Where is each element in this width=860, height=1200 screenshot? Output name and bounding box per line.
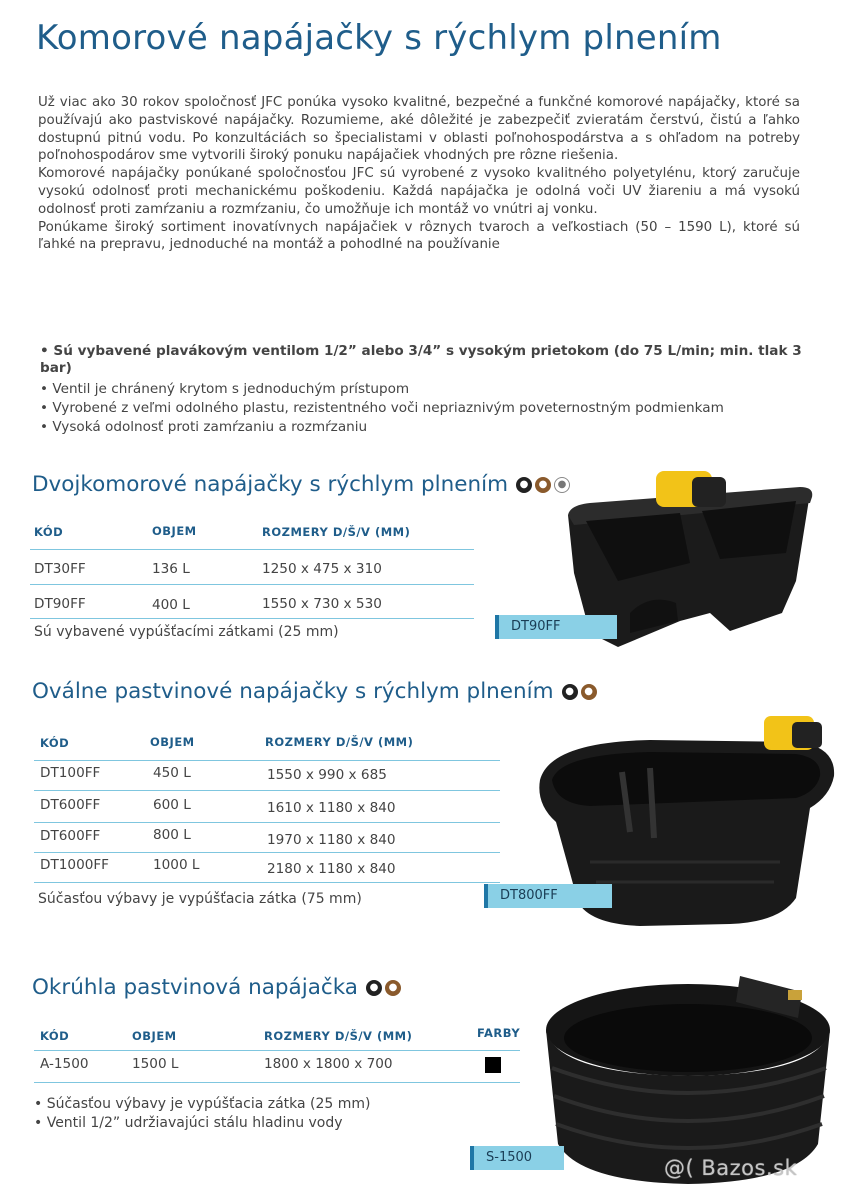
section-title-text: Oválne pastvinové napájačky s rýchlym plnením [32, 679, 554, 704]
column-header-code: KÓD [34, 525, 64, 539]
horse-icon: ● [581, 684, 597, 700]
column-header-dimensions: ROZMERY D/Š/V (MM) [262, 525, 411, 539]
table-cell-dimensions: 1800 x 1800 x 700 [264, 1056, 393, 1072]
table-cell-volume: 600 L [153, 797, 191, 813]
table-cell-code: DT600FF [40, 797, 101, 813]
table-divider [34, 822, 500, 823]
table-cell-volume: 450 L [153, 765, 191, 781]
product-tag-dt90ff [495, 615, 617, 639]
table-divider [34, 1050, 520, 1051]
table-cell-code: DT90FF [34, 596, 86, 612]
column-header-volume: OBJEM [132, 1029, 177, 1043]
product-tag-label: DT800FF [500, 888, 558, 903]
column-header-dimensions: ROZMERY D/Š/V (MM) [265, 735, 414, 749]
section-title-text: Okrúhla pastvinová napájačka [32, 975, 358, 1000]
column-header-volume: OBJEM [152, 524, 197, 538]
table-cell-dimensions: 1250 x 475 x 310 [262, 561, 382, 577]
table-cell-dimensions: 1970 x 1180 x 840 [267, 832, 396, 848]
color-swatch-black [485, 1057, 501, 1073]
product-tag-dt800ff [484, 884, 612, 908]
intro-paragraph: Už viac ako 30 rokov spoločnosť JFC ponúka vysoko kvalitné, bezpečné a funkčné komorové napájačky, ktoré sa používajú ako pastviskové napájačky. Rozumieme, aké dôležité je zabezpečiť zvieratám čerstvú, čistú a ľahko dostupnú pitnú vodu. Po konzultáciách so špecialistami v oblasti poľnohospodárstva a s ohľadom na potreby poľnohospodárov sme vytvorili široký ponuku napájačiek vhodných pre rôzne riešenia. [38, 95, 800, 164]
table-cell-volume: 800 L [153, 827, 191, 843]
column-header-colors: FARBY [477, 1026, 521, 1040]
section-note: • Súčasťou výbavy je vypúšťacia zátka (25 mm) [34, 1096, 371, 1112]
table-divider [34, 1082, 520, 1083]
feature-item: • Vyrobené z veľmi odolného plastu, rezistentného voči nepriaznivým poveternostným podmienkam [40, 400, 724, 416]
table-cell-dimensions: 2180 x 1180 x 840 [267, 861, 396, 877]
column-header-dimensions: ROZMERY D/Š/V (MM) [264, 1029, 413, 1043]
section-note: Sú vybavené vypúšťacími zátkami (25 mm) [34, 624, 339, 640]
section-title-round-trough [32, 975, 401, 1000]
column-header-code: KÓD [40, 1029, 70, 1043]
cow-icon: ● [562, 684, 578, 700]
intro-paragraph: Komorové napájačky ponúkané spoločnosťou JFC sú vyrobené z vysoko kvalitného polyetylénu, ktorý zaručuje vysokú odolnosť proti mechanickému poškodeniu. Každá napájačka je odolná voči UV žiareniu a má vysokú odolnosť proti zamŕzaniu a rozmŕzaniu, čo umožňuje ich montáž vo vnútri aj vonku. [38, 166, 800, 217]
table-cell-volume: 400 L [152, 597, 190, 613]
cow-icon: ● [516, 477, 532, 493]
table-cell-code: DT30FF [34, 561, 86, 577]
product-tag-label: S-1500 [486, 1150, 533, 1165]
table-divider [34, 790, 500, 791]
product-tag-label: DT90FF [511, 619, 561, 634]
intro-text [38, 94, 800, 254]
table-divider [30, 584, 474, 585]
table-cell-code: DT1000FF [40, 857, 110, 873]
intro-paragraph: Ponúkame široký sortiment inovatívnych napájačiek v rôznych tvaroch a veľkostiach (50 – 1590 L), ktoré sú ľahké na prepravu, jednoduché na montáž a pohodlné na používanie [38, 219, 800, 253]
column-header-code: KÓD [40, 736, 70, 750]
table-divider [34, 760, 500, 761]
table-cell-code: DT100FF [40, 765, 101, 781]
table-cell-volume: 1000 L [153, 857, 200, 873]
section-title-oval-trough [32, 679, 597, 704]
table-cell-dimensions: 1550 x 990 x 685 [267, 767, 387, 783]
section-title-text: Dvojkomorové napájačky s rýchlym plnením [32, 472, 509, 497]
horse-icon: ● [535, 477, 551, 493]
cow-icon: ● [366, 980, 382, 996]
product-tag-s1500 [470, 1146, 564, 1170]
table-cell-code: DT600FF [40, 828, 101, 844]
table-cell-code: A-1500 [40, 1056, 89, 1072]
section-title-double-trough [32, 472, 570, 497]
page-title: Komorové napájačky s rýchlym plnením [36, 18, 722, 58]
feature-item: • Vysoká odolnosť proti zamŕzaniu a rozmŕzaniu [40, 419, 368, 435]
feature-list [40, 343, 810, 437]
animal-icons [366, 980, 401, 996]
column-header-volume: OBJEM [150, 735, 195, 749]
section-note: • Ventil 1/2” udržiavajúci stálu hladinu vody [34, 1115, 343, 1131]
table-cell-volume: 1500 L [132, 1056, 179, 1072]
animal-icons [562, 684, 597, 700]
feature-item: • Ventil je chránený krytom s jednoduchým prístupom [40, 381, 410, 397]
table-divider [34, 882, 500, 883]
section-note: Súčasťou výbavy je vypúšťacia zátka (75 mm) [38, 891, 362, 907]
watermark: @( Bazos.sk [664, 1156, 798, 1180]
table-cell-volume: 136 L [152, 561, 190, 577]
table-divider [34, 852, 500, 853]
horse-icon: ● [385, 980, 401, 996]
table-cell-dimensions: 1610 x 1180 x 840 [267, 800, 396, 816]
table-cell-dimensions: 1550 x 730 x 530 [262, 596, 382, 612]
feature-item: • Sú vybavené plavákovým ventilom 1/2” alebo 3/4” s vysokým prietokom (do 75 L/min; min. tlak 3 bar) [40, 343, 802, 376]
sheep-icon: ● [554, 477, 570, 493]
table-divider [30, 549, 474, 550]
table-divider [30, 618, 474, 619]
